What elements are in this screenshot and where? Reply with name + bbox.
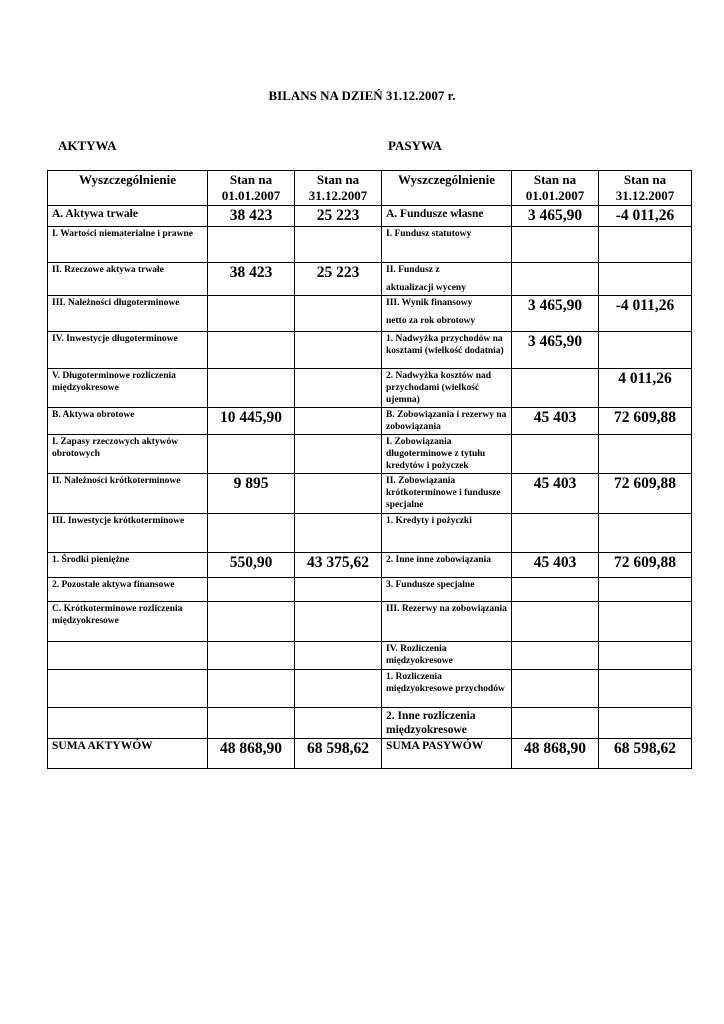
aktywa-value-end: [295, 642, 382, 670]
pasywa-value-start: [512, 263, 599, 296]
pasywa-label: III. Wynik finansowy netto za rok obrotowy: [382, 296, 512, 332]
aktywa-value-end: 25 223: [295, 206, 382, 227]
totals-row: [48, 739, 692, 769]
aktywa-value-end: [295, 332, 382, 369]
header-row: [48, 171, 692, 206]
table-row: [48, 642, 692, 670]
aktywa-value-end: [295, 578, 382, 602]
pasywa-value-start: [512, 435, 599, 474]
header-stan-a-aktywa: Stan na 01.01.2007: [208, 171, 295, 206]
pasywa-label: II. Zobowiązania krótkoterminowe i fundusze specjalne: [382, 474, 512, 514]
suma-pasywow-end: 68 598,62: [599, 739, 692, 769]
pasywa-value-start: [512, 602, 599, 642]
pasywa-label: 2. Nadwyżka kosztów nad przychodami (wielkość ujemna): [382, 369, 512, 408]
pasywa-value-end: [599, 332, 692, 369]
aktywa-value-start: [208, 435, 295, 474]
aktywa-value-start: [208, 708, 295, 739]
pasywa-value-end: [599, 227, 692, 263]
header-wyszczegolnienie-pasywa: Wyszczególnienie: [382, 171, 512, 206]
pasywa-value-start: [512, 227, 599, 263]
pasywa-value-end: [599, 263, 692, 296]
suma-pasywow-start: 48 868,90: [512, 739, 599, 769]
table-row: [48, 602, 692, 642]
pasywa-value-start: 3 465,90: [512, 296, 599, 332]
pasywa-value-start: [512, 708, 599, 739]
table-row: [48, 206, 692, 227]
aktywa-value-start: [208, 296, 295, 332]
pasywa-label: III. Rezerwy na zobowiązania: [382, 602, 512, 642]
balance-sheet-table: [47, 170, 692, 769]
pasywa-label: II. Fundusz z aktualizacji wyceny: [382, 263, 512, 296]
aktywa-label: C. Krótkoterminowe rozliczenia międzyokresowe: [48, 602, 208, 642]
pasywa-label: I. Zobowiązania długoterminowe z tytułu kredytów i pożyczek: [382, 435, 512, 474]
aktywa-value-start: 550,90: [208, 553, 295, 578]
table-row: [48, 514, 692, 553]
section-aktywa-heading: AKTYWA: [58, 138, 117, 153]
aktywa-label: [48, 708, 208, 739]
pasywa-value-start: [512, 514, 599, 553]
aktywa-label: B. Aktywa obrotowe: [48, 408, 208, 435]
aktywa-value-end: 25 223: [295, 263, 382, 296]
aktywa-value-start: [208, 514, 295, 553]
pasywa-value-end: [599, 514, 692, 553]
header-wyszczegolnienie-aktywa: Wyszczególnienie: [48, 171, 208, 206]
pasywa-value-end: [599, 602, 692, 642]
pasywa-label: 2. Inne rozliczenia międzyokresowe: [382, 708, 512, 739]
pasywa-value-start: 45 403: [512, 474, 599, 514]
aktywa-label: III. Inwestycje krótkoterminowe: [48, 514, 208, 553]
pasywa-value-start: 45 403: [512, 553, 599, 578]
suma-aktywow-start: 48 868,90: [208, 739, 295, 769]
aktywa-value-end: [295, 602, 382, 642]
pasywa-label: 1. Rozliczenia międzyokresowe przychodów: [382, 670, 512, 708]
aktywa-label: A. Aktywa trwałe: [48, 206, 208, 227]
pasywa-value-start: 3 465,90: [512, 332, 599, 369]
aktywa-value-start: [208, 578, 295, 602]
aktywa-value-start: 38 423: [208, 263, 295, 296]
pasywa-value-end: [599, 670, 692, 708]
pasywa-value-start: 3 465,90: [512, 206, 599, 227]
header-stan-a-pasywa: Stan na 01.01.2007: [512, 171, 599, 206]
aktywa-value-end: [295, 514, 382, 553]
pasywa-value-end: [599, 642, 692, 670]
table-row: [48, 670, 692, 708]
aktywa-value-start: [208, 332, 295, 369]
table-row: [48, 553, 692, 578]
pasywa-value-start: [512, 578, 599, 602]
aktywa-label: V. Długoterminowe rozliczenia międzyokresowe: [48, 369, 208, 408]
pasywa-value-end: -4 011,26: [599, 206, 692, 227]
aktywa-value-end: [295, 708, 382, 739]
pasywa-label: 1. Kredyty i pożyczki: [382, 514, 512, 553]
aktywa-value-end: [295, 670, 382, 708]
aktywa-value-start: 10 445,90: [208, 408, 295, 435]
aktywa-value-end: [295, 227, 382, 263]
pasywa-label: 1. Nadwyżka przychodów na kosztami (wielkość dodatnia): [382, 332, 512, 369]
aktywa-value-end: [295, 369, 382, 408]
pasywa-value-start: [512, 670, 599, 708]
table-row: [48, 332, 692, 369]
table-row: [48, 408, 692, 435]
suma-aktywow-label: SUMA AKTYWÓW: [48, 739, 208, 769]
pasywa-value-start: 45 403: [512, 408, 599, 435]
aktywa-value-end: [295, 296, 382, 332]
aktywa-value-end: [295, 408, 382, 435]
aktywa-label: III. Należności długoterminowe: [48, 296, 208, 332]
pasywa-label: 2. Inne inne zobowiązania: [382, 553, 512, 578]
aktywa-label: [48, 670, 208, 708]
aktywa-value-start: [208, 642, 295, 670]
table-row: [48, 296, 692, 332]
pasywa-label: I. Fundusz statutowy: [382, 227, 512, 263]
aktywa-value-start: [208, 602, 295, 642]
aktywa-label: 2. Pozostałe aktywa finansowe: [48, 578, 208, 602]
pasywa-value-end: [599, 435, 692, 474]
suma-aktywow-end: 68 598,62: [295, 739, 382, 769]
section-pasywa-heading: PASYWA: [388, 138, 442, 153]
pasywa-value-end: [599, 578, 692, 602]
table-row: [48, 369, 692, 408]
aktywa-value-start: [208, 227, 295, 263]
pasywa-value-end: 72 609,88: [599, 474, 692, 514]
suma-pasywow-label: SUMA PASYWÓW: [382, 739, 512, 769]
table-row: [48, 474, 692, 514]
aktywa-label: II. Rzeczowe aktywa trwałe: [48, 263, 208, 296]
aktywa-label: I. Wartości niematerialne i prawne: [48, 227, 208, 263]
pasywa-label: IV. Rozliczenia międzyokresowe: [382, 642, 512, 670]
aktywa-label: IV. Inwestycje długoterminowe: [48, 332, 208, 369]
pasywa-value-start: [512, 642, 599, 670]
aktywa-value-end: 43 375,62: [295, 553, 382, 578]
pasywa-value-end: 72 609,88: [599, 553, 692, 578]
table-row: [48, 263, 692, 296]
pasywa-label: A. Fundusze własne: [382, 206, 512, 227]
pasywa-label: B. Zobowiązania i rezerwy na zobowiązania: [382, 408, 512, 435]
aktywa-label: II. Należności krótkoterminowe: [48, 474, 208, 514]
pasywa-value-end: [599, 708, 692, 739]
pasywa-label: 3. Fundusze specjalne: [382, 578, 512, 602]
table-row: [48, 578, 692, 602]
header-stan-b-pasywa: Stan na 31.12.2007: [599, 171, 692, 206]
pasywa-value-end: 72 609,88: [599, 408, 692, 435]
aktywa-value-end: [295, 474, 382, 514]
aktywa-label: I. Zapasy rzeczowych aktywów obrotowych: [48, 435, 208, 474]
pasywa-value-end: 4 011,26: [599, 369, 692, 408]
aktywa-value-end: [295, 435, 382, 474]
table-row: [48, 435, 692, 474]
aktywa-value-start: 9 895: [208, 474, 295, 514]
pasywa-value-end: -4 011,26: [599, 296, 692, 332]
header-stan-b-aktywa: Stan na 31.12.2007: [295, 171, 382, 206]
table-row: [48, 227, 692, 263]
page-title: BILANS NA DZIEŃ 31.12.2007 r.: [268, 88, 456, 103]
aktywa-label: 1. Środki pieniężne: [48, 553, 208, 578]
aktywa-label: [48, 642, 208, 670]
pasywa-value-start: [512, 369, 599, 408]
aktywa-value-start: [208, 369, 295, 408]
aktywa-value-start: [208, 670, 295, 708]
table-row: [48, 708, 692, 739]
aktywa-value-start: 38 423: [208, 206, 295, 227]
